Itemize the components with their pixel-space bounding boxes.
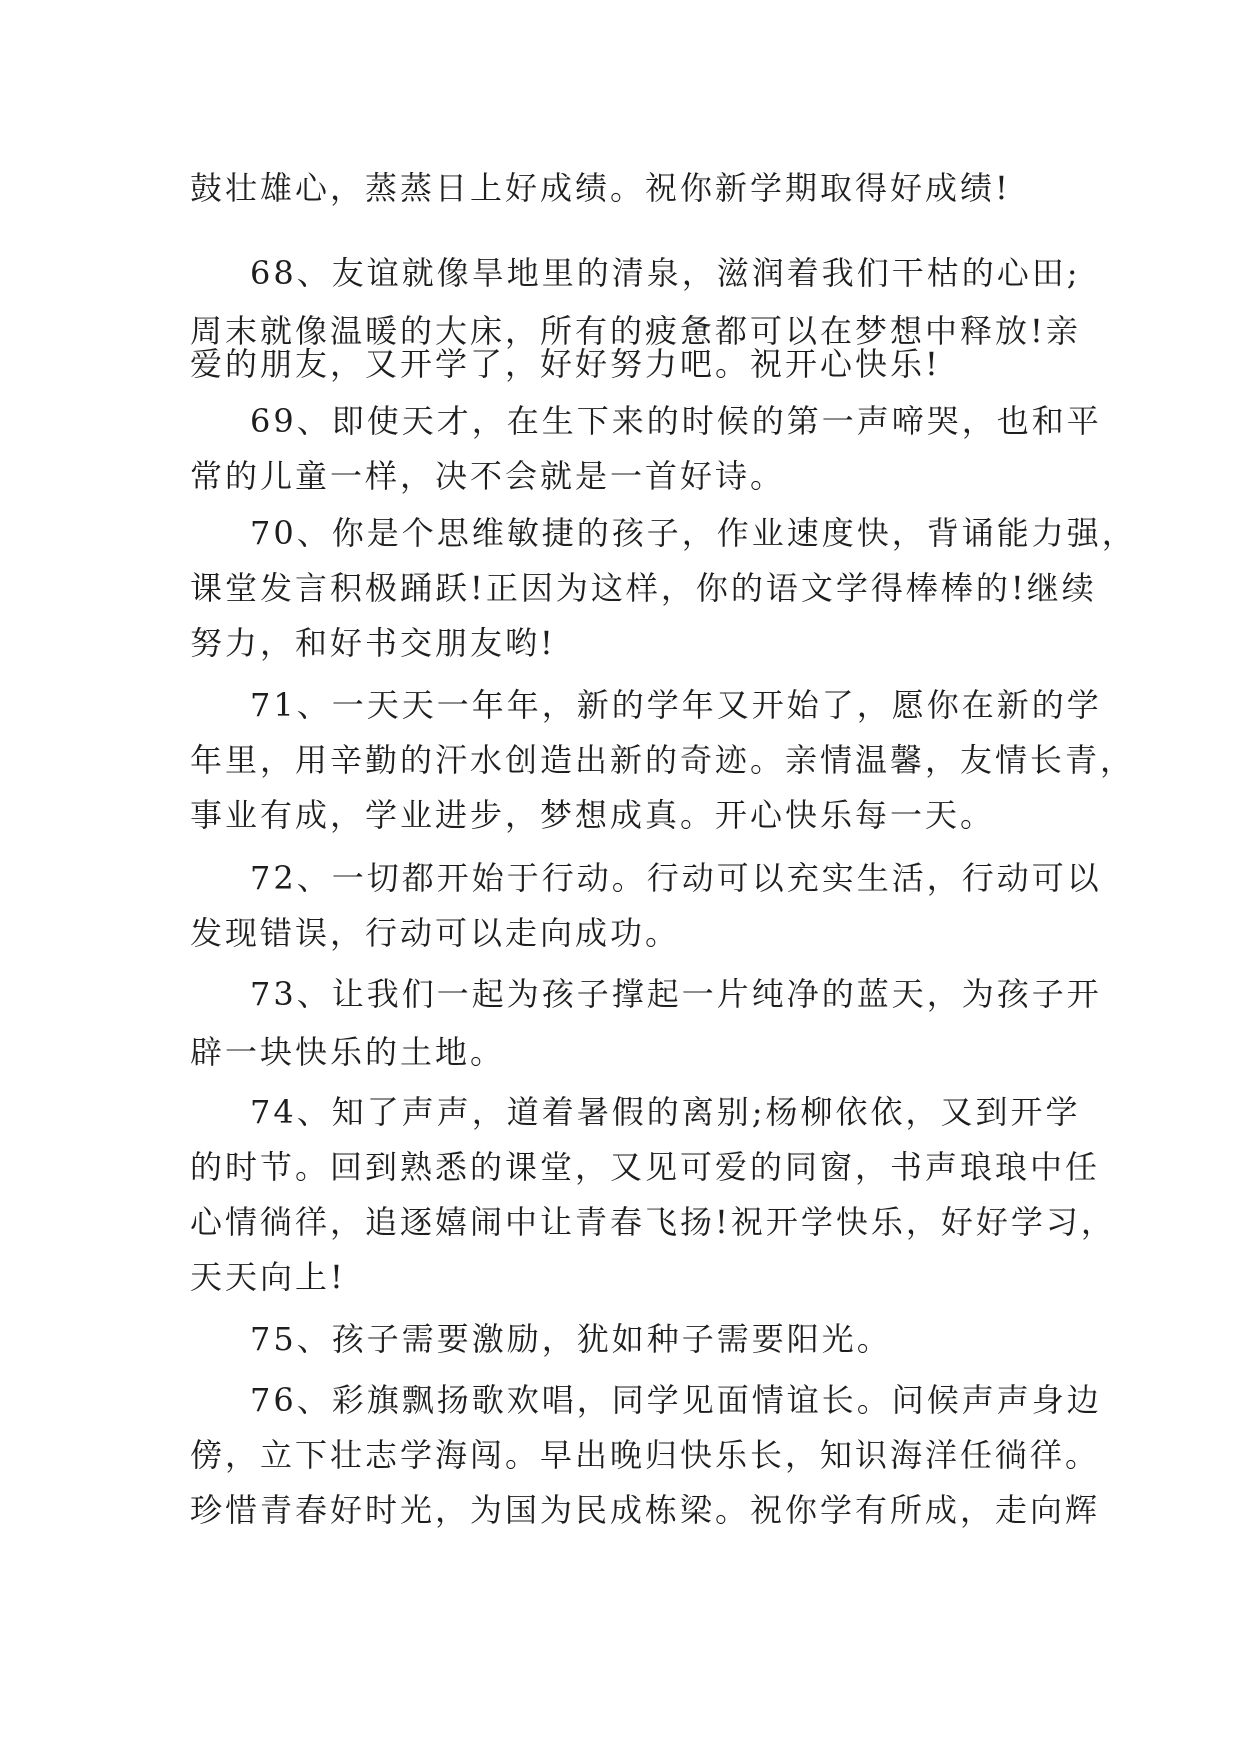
- text-line: 68、友谊就像旱地里的清泉，滋润着我们干枯的心田;: [250, 254, 1081, 292]
- text-line: 爱的朋友，又开学了，好好努力吧。祝开心快乐!: [190, 345, 941, 383]
- text-line: 心情徜徉，追逐嬉闹中让青春飞扬!祝开学快乐，好好学习，: [190, 1203, 1116, 1241]
- text-line: 常的儿童一样，决不会就是一首好诗。: [190, 457, 786, 495]
- text-line: 72、一切都开始于行动。行动可以充实生活，行动可以: [250, 859, 1102, 897]
- text-line: 珍惜青春好时光，为国为民成栋梁。祝你学有所成，走向辉: [190, 1491, 1101, 1529]
- text-line: 努力，和好书交朋友哟!: [190, 624, 556, 662]
- text-line: 天天向上!: [190, 1258, 346, 1296]
- text-line: 课堂发言积极踊跃!正因为这样，你的语文学得棒棒的!继续: [190, 569, 1097, 607]
- text-line: 事业有成，学业进步，梦想成真。开心快乐每一天。: [190, 796, 996, 834]
- text-line: 傍，立下壮志学海闯。早出晚归快乐长，知识海洋任徜徉。: [190, 1436, 1101, 1474]
- text-line: 辟一块快乐的土地。: [190, 1033, 506, 1071]
- text-line: 发现错误，行动可以走向成功。: [190, 914, 681, 952]
- text-line: 71、一天天一年年，新的学年又开始了，愿你在新的学: [250, 686, 1102, 724]
- text-line: 75、孩子需要激励，犹如种子需要阳光。: [250, 1320, 892, 1358]
- text-line: 74、知了声声，道着暑假的离别;杨柳依依，又到开学: [250, 1093, 1081, 1131]
- text-line: 年里，用辛勤的汗水创造出新的奇迹。亲情温馨，友情长青，: [190, 741, 1136, 779]
- text-line: 69、即使天才，在生下来的时候的第一声啼哭，也和平: [250, 402, 1102, 440]
- text-line: 的时节。回到熟悉的课堂，又见可爱的同窗，书声琅琅中任: [190, 1148, 1101, 1186]
- text-line: 70、你是个思维敏捷的孩子，作业速度快，背诵能力强，: [250, 514, 1137, 552]
- text-line: 76、彩旗飘扬歌欢唱，同学见面情谊长。问候声声身边: [250, 1381, 1102, 1419]
- text-line: 73、让我们一起为孩子撑起一片纯净的蓝天，为孩子开: [250, 975, 1102, 1013]
- text-line: 周末就像温暖的大床，所有的疲惫都可以在梦想中释放!亲: [190, 312, 1081, 350]
- text-line: 鼓壮雄心，蒸蒸日上好成绩。祝你新学期取得好成绩!: [190, 169, 1011, 207]
